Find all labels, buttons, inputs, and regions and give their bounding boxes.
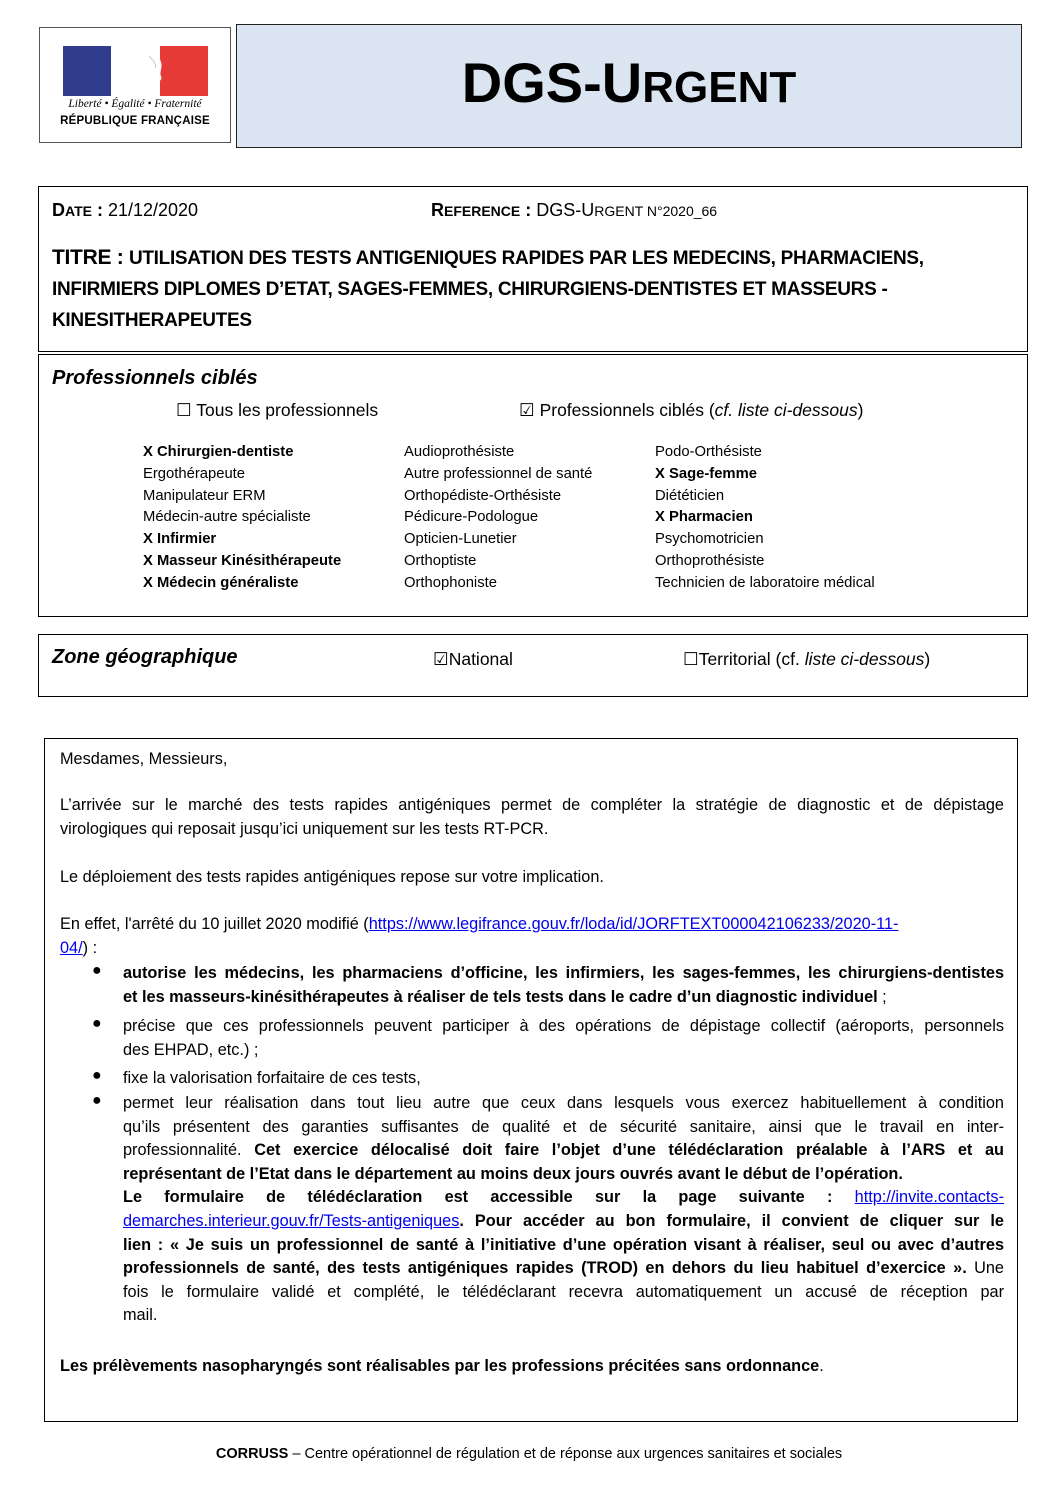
teledeclaration-link-continued[interactable]: demarches.interieur.gouv.fr/Tests-antigeniques (123, 1211, 460, 1230)
profession-item: Psychomotricien (655, 531, 764, 548)
closing-statement: Les prélèvements nasopharyngés sont réalisables par les professions précitées sans ordonnance. (60, 1357, 824, 1375)
bullet-icon: ● (92, 1092, 102, 1109)
profession-item: Pédicure-Podologue (404, 509, 539, 526)
bullet-icon: ● (92, 1067, 102, 1084)
bullet-valuation: fixe la valorisation forfaitaire de ces tests, (123, 1069, 421, 1087)
profession-item: Manipulateur ERM (143, 487, 266, 504)
option-national: ☑National (433, 649, 513, 669)
bullet-authorize: autorise les médecins, les pharmaciens d’officine, les infirmiers, les sages-femmes, les chirurgiens-dentistes et les masseurs-kinésithérapeutes à réaliser de tels tests dans le cadre d’un diagnostic individuel ; (123, 964, 1004, 1006)
date-field: DATE : 21/12/2020 (52, 200, 199, 220)
date-value: 21/12/2020 (107, 200, 199, 220)
document-title-line-3: KINESITHERAPEUTES (52, 310, 252, 331)
republic-name: RÉPUBLIQUE FRANÇAISE (60, 115, 210, 127)
profession-item: X Pharmacien (655, 509, 753, 526)
greeting: Mesdames, Messieurs, (60, 750, 228, 768)
document-title-line-2: INFIRMIERS DIPLOMES D’ETAT, SAGES-FEMMES, CHIRURGIENS-DENTISTES ET MASSEURS - (52, 279, 888, 300)
targeted-professionals-heading: Professionnels ciblés (52, 367, 258, 389)
profession-item: Autre professionnel de santé (404, 465, 593, 482)
legifrance-link[interactable]: https://www.legifrance.gouv.fr/loda/id/JORFTEXT000042106233/2020-11- (368, 915, 899, 933)
profession-item: Ergothérapeute (143, 465, 246, 482)
republic-motto: Liberté • Égalité • Fraternité (68, 98, 202, 110)
profession-item: Technicien de laboratoire médical (655, 574, 875, 591)
republic-flag-logo (63, 46, 208, 96)
bullet-icon: ● (92, 962, 102, 979)
document-title-line-1: TITRE : UTILISATION DES TESTS ANTIGENIQUES RAPIDES PAR LES MEDECINS, PHARMACIENS, (52, 246, 924, 269)
profession-item: X Masseur Kinésithérapeute (143, 553, 342, 569)
profession-item: X Sage-femme (655, 465, 757, 482)
option-all-professionals: ☐ Tous les professionnels (176, 400, 379, 420)
option-territorial: ☐Territorial (cf. liste ci-dessous) (683, 649, 931, 669)
footer-org: CORRUSS (215, 1446, 289, 1462)
teledeclaration-link[interactable]: http://invite.contacts- (854, 1188, 1004, 1207)
paragraph-deployment: Le déploiement des tests rapides antigéniques repose sur votre implication. (60, 868, 604, 886)
bullet-icon: ● (92, 1015, 102, 1032)
profession-item: Orthophoniste (404, 574, 497, 591)
profession-item: Podo-Orthésiste (655, 444, 762, 460)
geographic-zone-heading: Zone géographique (52, 646, 238, 668)
profession-item: X Chirurgien-dentiste (143, 444, 294, 460)
footer: CORRUSS – Centre opérationnel de régulation et de réponse aux urgences sanitaires et sociales (215, 1446, 843, 1462)
profession-item: Diététicien (655, 487, 725, 504)
profession-item: Orthopédiste-Orthésiste (404, 487, 562, 504)
profession-item: Audioprothésiste (404, 444, 515, 460)
paragraph-intro: L’arrivée sur le marché des tests rapides antigéniques permet de compléter la stratégie de diagnostic et de dépistage virologiques qui reposait jusqu’ici uniquement sur les tests RT-PCR. (60, 796, 1004, 838)
paragraph-arrete: En effet, l'arrêté du 10 juillet 2020 modifié (https://www.legifrance.gouv.fr/loda/id/JORFTEXT000042106233/2020-11- 04/) : (60, 915, 899, 957)
bullet-location: permet leur réalisation dans tout lieu autre que ceux dans lesquels vous exercez habituellement à condition qu’ils présentent des garanties suffisantes de qualité et de sécurité sanitaire, ainsi que le travail en inter- professionnalité. Cet exercice délocalisé doit faire l’objet d’une télédéclaration préalable à l’ARS et au représentant de l’Etat dans le département au moins deux jours ouvrés avant le début de l’opération. Le formulaire de télédéclaration est accessible sur la page suivante : http://invite.contacts- demarches.interieur.gouv.fr/Tests-antigeniques. Pour accéder au bon formulaire, il convient de cliquer sur le lien : « Je suis un professionnel de santé à l’initiative d’une opération visant à réaliser, seul ou avec d’autres professionnels de santé, des tests antigéniques rapides (TROD) en dehors du lieu habituel d’exercice ». Une fois le formulaire validé et complété, le télédéclarant recevra automatiquement un accusé de réception par mail. (123, 1094, 1004, 1325)
marianne-icon (85, 46, 185, 96)
option-targeted-professionals: ☑ Professionnels ciblés (cf. liste ci-dessous) (519, 400, 864, 420)
bullet-collective-screening: précise que ces professionnels peuvent participer à des opérations de dépistage collectif (aéroports, personnels des EHPAD, etc.) ; (123, 1017, 1004, 1059)
checkbox-empty-icon: ☐ (683, 649, 699, 669)
profession-item: Opticien-Lunetier (404, 531, 517, 548)
profession-item: Médecin-autre spécialiste (143, 509, 311, 526)
banner-title: DGS-URGENT (461, 51, 797, 114)
profession-item: Orthoprothésiste (655, 553, 765, 569)
legifrance-link-continued[interactable]: 04/ (60, 938, 83, 957)
checkbox-checked-icon: ☑ (433, 649, 449, 669)
profession-item: X Infirmier (143, 531, 217, 548)
reference-field: REFERENCE : DGS-URGENT N°2020_66 (431, 200, 718, 220)
checkbox-empty-icon: ☐ (176, 400, 192, 420)
checkbox-checked-icon: ☑ (519, 400, 535, 420)
profession-item: X Médecin généraliste (143, 574, 299, 591)
profession-item: Orthoptiste (404, 553, 477, 569)
